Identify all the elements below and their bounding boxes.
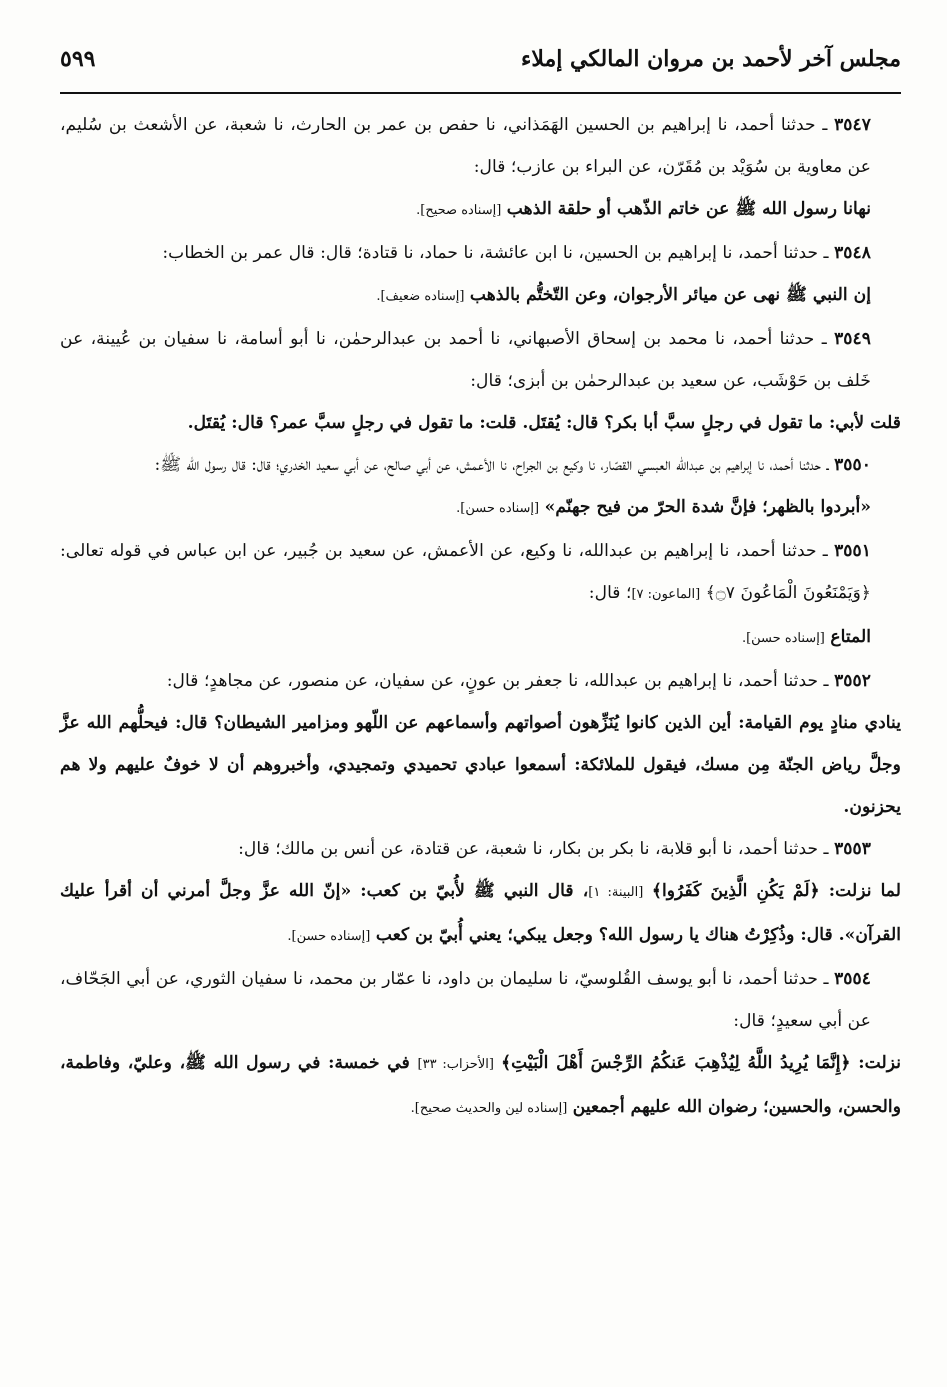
hadith-number: ٣٥٥٠ — [834, 455, 871, 475]
hadith-number: ٣٥٥٢ — [834, 671, 871, 691]
hadith-isnad — [60, 958, 901, 1042]
matn-text-cont: ، قال النبي ﷺ لأُبيّ بن كعب: «إنّ الله عزَّ وجلَّ أمرني أن أقرأ عليك القرآن». قال: وذُكِرْتُ هناك يا رسول الله؟ وجعل يبكي؛ يعني أُبيّ بن كعب — [60, 881, 901, 945]
hadith-matn — [60, 1042, 901, 1130]
hadith-isnad — [60, 444, 901, 486]
hadith-number: ٣٥٥١ — [834, 541, 871, 561]
grading: [إسناده حسن]. — [287, 929, 371, 944]
matn-text: نهانا رسول الله ﷺ عن خاتم الذّهب أو حلقة الذهب — [506, 199, 871, 219]
matn-text: نزلت: ﴿إِنَّمَا يُرِيدُ اللَّهُ لِيُذْهِبَ عَنكُمُ الرِّجْسَ أَهْلَ الْبَيْتِ﴾ — [501, 1053, 902, 1073]
quran-reference: [الماعون: ٧] — [631, 587, 701, 602]
hadith-matn — [60, 188, 901, 232]
isnad-text: ـ حدثنا أحمد، نا أبو قلابة، نا بكر بن بكار، نا شعبة، عن قتادة، عن أنس بن مالك؛ قال: — [238, 839, 835, 859]
hadith-isnad — [60, 660, 901, 702]
hadith-matn — [60, 870, 901, 958]
matn-text: لما نزلت: ﴿لَمْ يَكُنِ الَّذِينَ كَفَرُوا﴾ — [651, 881, 901, 901]
grading: [إسناده حسن]. — [456, 501, 540, 516]
running-title: مجلس آخر لأحمد بن مروان المالكي إملاء — [520, 46, 901, 72]
hadith-matn — [60, 702, 901, 828]
quran-reference: [الأحزاب: ٣٣] — [417, 1057, 494, 1072]
quran-reference: [البينة: ١] — [588, 885, 644, 900]
hadith-isnad — [60, 232, 901, 274]
isnad-text: ـ حدثنا أحمد، نا إبراهيم بن الحسين، نا ابن عائشة، نا حماد، نا قتادة؛ قال: قال عمر بن الخطاب: — [162, 243, 835, 263]
grading: [إسناده ضعيف]. — [376, 289, 465, 304]
hadith-isnad — [60, 318, 901, 402]
isnad-text: ـ حدثنا أحمد، نا إبراهيم بن الحسين الهَمَذاني، نا حفص بن عمر بن الحارث، نا شعبة، عن الأشعث بن سُليم، عن معاوية بن سُوَيْد بن مُقَرّن، عن البراء بن عازب؛ قال: — [60, 115, 871, 177]
isnad-text: ـ حدثنا أحمد، نا إبراهيم بن عبدالله العبسي القصّار، نا وكيع بن الجراح، نا الأعمش، عن أبي صالح، عن أبي سعيد الخدري؛ قال: قال رسول الله ﷺ: — [154, 455, 835, 475]
hadith-matn — [60, 486, 901, 530]
isnad-text-end: ؛ قال: — [588, 583, 632, 603]
isnad-text: ـ حدثنا أحمد، نا محمد بن إسحاق الأصبهاني، نا أحمد بن عبدالرحمٰن، نا أبو أسامة، نا سفيان بن عُيينة، عن خَلف بن حَوْشَب، عن سعيد بن عبدالرحمٰن بن أبزى؛ قال: — [60, 329, 871, 391]
matn-text: إن النبي ﷺ نهى عن ميائر الأرجوان، وعن التّختُّم بالذهب — [469, 285, 871, 305]
hadith-isnad — [60, 104, 901, 188]
matn-text: ينادي منادٍ يوم القيامة: أين الذين كانوا يُنَزِّهون أصواتهم وأسماعهم عن اللّهو ومزامير الشيطان؟ قال: فيحلُّهم الله عزَّ وجلَّ رياض الجنّة مِن مسك، فيقول للملائكة: أسمعوا عبادي تحميدي وتمجيدي، وأخبروهم أن لا خوفٌ عليهم ولا هم يحزنون. — [60, 713, 901, 817]
grading: [إسناده حسن]. — [741, 631, 825, 646]
hadith-number: ٣٥٥٣ — [834, 839, 871, 859]
hadith-matn — [60, 402, 901, 444]
isnad-text: ـ حدثنا أحمد، نا أبو يوسف القُلوسيّ، نا سليمان بن داود، نا عمّار بن محمد، نا سفيان الثوري، عن أبي الجَحّاف، عن أبي سعيدٍ؛ قال: — [60, 969, 871, 1031]
hadith-matn — [60, 616, 901, 660]
matn-text: قلت لأبي: ما تقول في رجلٍ سبَّ أبا بكر؟ قال: يُقتَل. قلت: ما تقول في رجلٍ سبَّ عمر؟ قال: يُقتَل. — [187, 413, 901, 433]
matn-text: «أبردوا بالظهر؛ فإنَّ شدة الحرّ من فيح جهنّم» — [544, 497, 871, 517]
hadith-isnad — [60, 530, 901, 616]
page-header — [60, 40, 901, 94]
matn-text-cont: في خمسة: في رسول الله ﷺ، وعليّ، وفاطمة، والحسن، والحسين؛ رضوان الله عليهم أجمعين — [60, 1053, 901, 1117]
hadith-isnad — [60, 828, 901, 870]
grading: [إسناده لين والحديث صحيح]. — [410, 1101, 568, 1116]
hadith-number: ٣٥٤٨ — [834, 243, 871, 263]
hadith-number: ٣٥٥٤ — [834, 969, 871, 989]
grading: [إسناده صحيح]. — [416, 203, 502, 218]
matn-text: المتاع — [830, 627, 871, 647]
hadith-number: ٣٥٤٩ — [834, 329, 871, 349]
hadith-matn — [60, 274, 901, 318]
page-body — [60, 104, 901, 1130]
isnad-text: ـ حدثنا أحمد، نا إبراهيم بن عبدالله، نا وكيع، عن الأعمش، عن سعيد بن جُبير، عن ابن عباس في قوله تعالى: ﴿وَيَمْنَعُونَ الْمَاعُونَ ۝٧﴾ — [60, 541, 871, 603]
hadith-number: ٣٥٤٧ — [834, 115, 871, 135]
page-number: ٥٩٩ — [60, 46, 96, 72]
isnad-text: ـ حدثنا أحمد، نا إبراهيم بن عبدالله، نا جعفر بن عونٍ، عن سفيان، عن منصور، عن مجاهدٍ؛ قال: — [166, 671, 835, 691]
